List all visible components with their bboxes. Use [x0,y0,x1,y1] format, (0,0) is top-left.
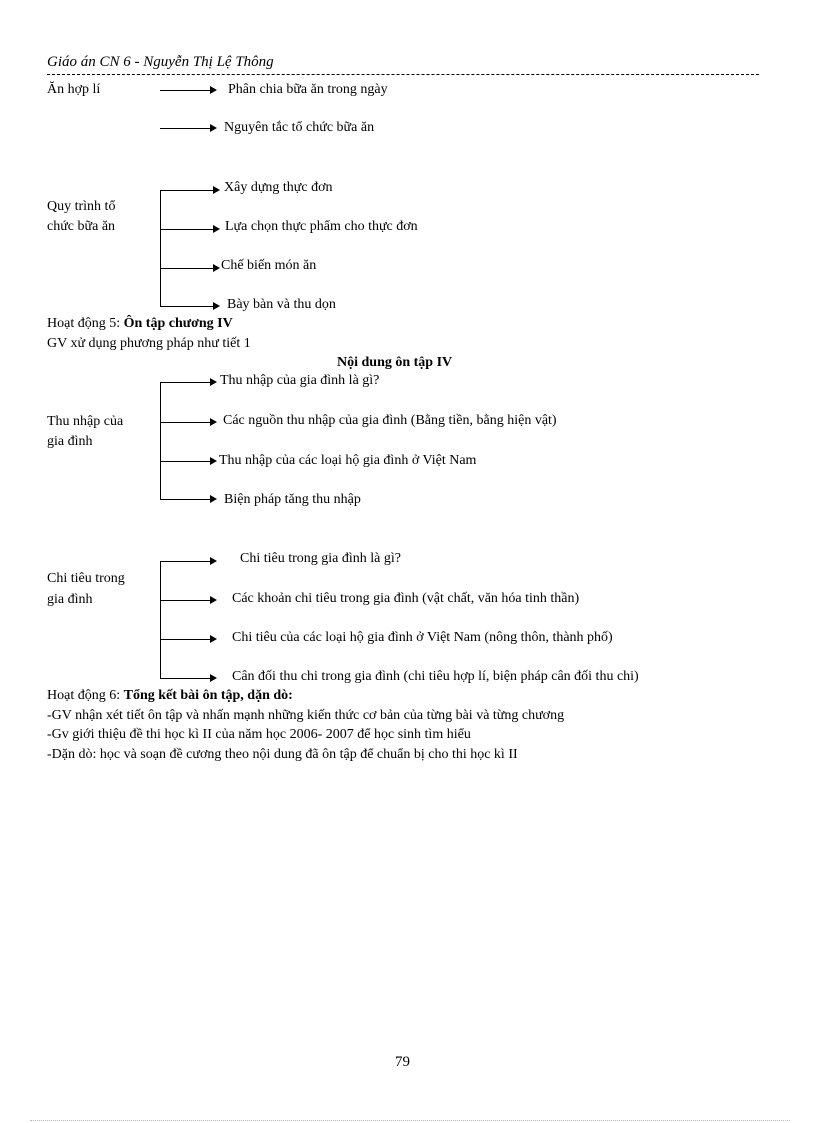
arrow-right-icon [160,678,210,679]
bracket-line [160,190,161,307]
section3-label: gia đình [47,434,93,449]
section2-label: Quy trình tổ [47,199,116,214]
arrow-right-icon [160,190,213,191]
section1-label: Ăn hợp lí [47,82,101,97]
activity5-heading [47,316,233,332]
section2-item: Bày bàn và thu dọn [227,297,336,312]
section4-label: Chi tiêu trong [47,571,125,586]
arrow-right-icon [160,229,213,230]
arrow-right-icon [160,461,210,462]
section3-item: Các nguồn thu nhập của gia đình (Bằng tiền, bằng hiện vật) [223,413,557,428]
bracket-line [160,382,161,500]
section4-item: Cân đối thu chi trong gia đình (chi tiêu hợp lí, biện pháp cân đối thu chi) [232,669,639,684]
activity6-heading [47,688,293,704]
section4-item: Chi tiêu của các loại hộ gia đình ở Việt Nam (nông thôn, thành phố) [232,630,613,645]
arrow-right-icon [160,422,210,423]
header-divider [47,74,759,75]
arrow-right-icon [160,561,210,562]
section2-item: Lựa chọn thực phẩm cho thực đơn [225,219,418,234]
arrow-right-icon [160,600,210,601]
activity5-title: Ôn tập chương IV [123,316,233,331]
activity5-prefix: Hoạt động 5: [47,316,124,331]
section2-label: chức bữa ăn [47,219,116,234]
arrow-right-icon [160,128,210,129]
section2-item: Chế biến món ăn [221,258,317,273]
section2-item: Xây dựng thực đơn [224,180,333,195]
section4-item: Chi tiêu trong gia đình là gì? [240,551,401,566]
arrow-right-icon [160,90,210,91]
section4-label: gia đình [47,592,93,607]
section3-label: Thu nhập của [47,414,124,429]
footer-divider [30,1120,790,1121]
arrow-right-icon [160,268,213,269]
arrow-right-icon [160,382,210,383]
document-header: Giáo án CN 6 - Nguyễn Thị Lệ Thông [47,54,274,70]
section3-item: Thu nhập của các loại hộ gia đình ở Việt Nam [219,453,477,468]
bracket-line [160,561,161,678]
activity6-line: -GV nhận xét tiết ôn tập và nhấn mạnh những kiến thức cơ bản của từng bài và từng chương [47,708,565,723]
page-number: 79 [395,1054,410,1070]
arrow-right-icon [160,639,210,640]
section3-item: Thu nhập của gia đình là gì? [220,373,380,388]
section1-item: Phân chia bữa ăn trong ngày [228,82,388,97]
arrow-right-icon [160,499,210,500]
activity5-line: GV xử dụng phương pháp như tiết 1 [47,336,251,351]
content-title: Nội dung ôn tập IV [337,355,453,370]
activity6-line: -Gv giới thiệu đề thi học kì II của năm học 2006- 2007 để học sinh tìm hiểu [47,727,471,742]
section4-item: Các khoản chi tiêu trong gia đình (vật chất, văn hóa tinh thần) [232,591,580,606]
section3-item: Biện pháp tăng thu nhập [224,492,361,507]
activity6-line: -Dặn dò: học và soạn đề cương theo nội dung đã ôn tập để chuẩn bị cho thi học kì II [47,747,518,762]
arrow-right-icon [160,306,213,307]
activity6-prefix: Hoạt động 6: [47,688,124,703]
section1-item: Nguyên tắc tổ chức bữa ăn [224,120,375,135]
activity6-title: Tổng kết bài ôn tập, dặn dò: [123,688,293,703]
